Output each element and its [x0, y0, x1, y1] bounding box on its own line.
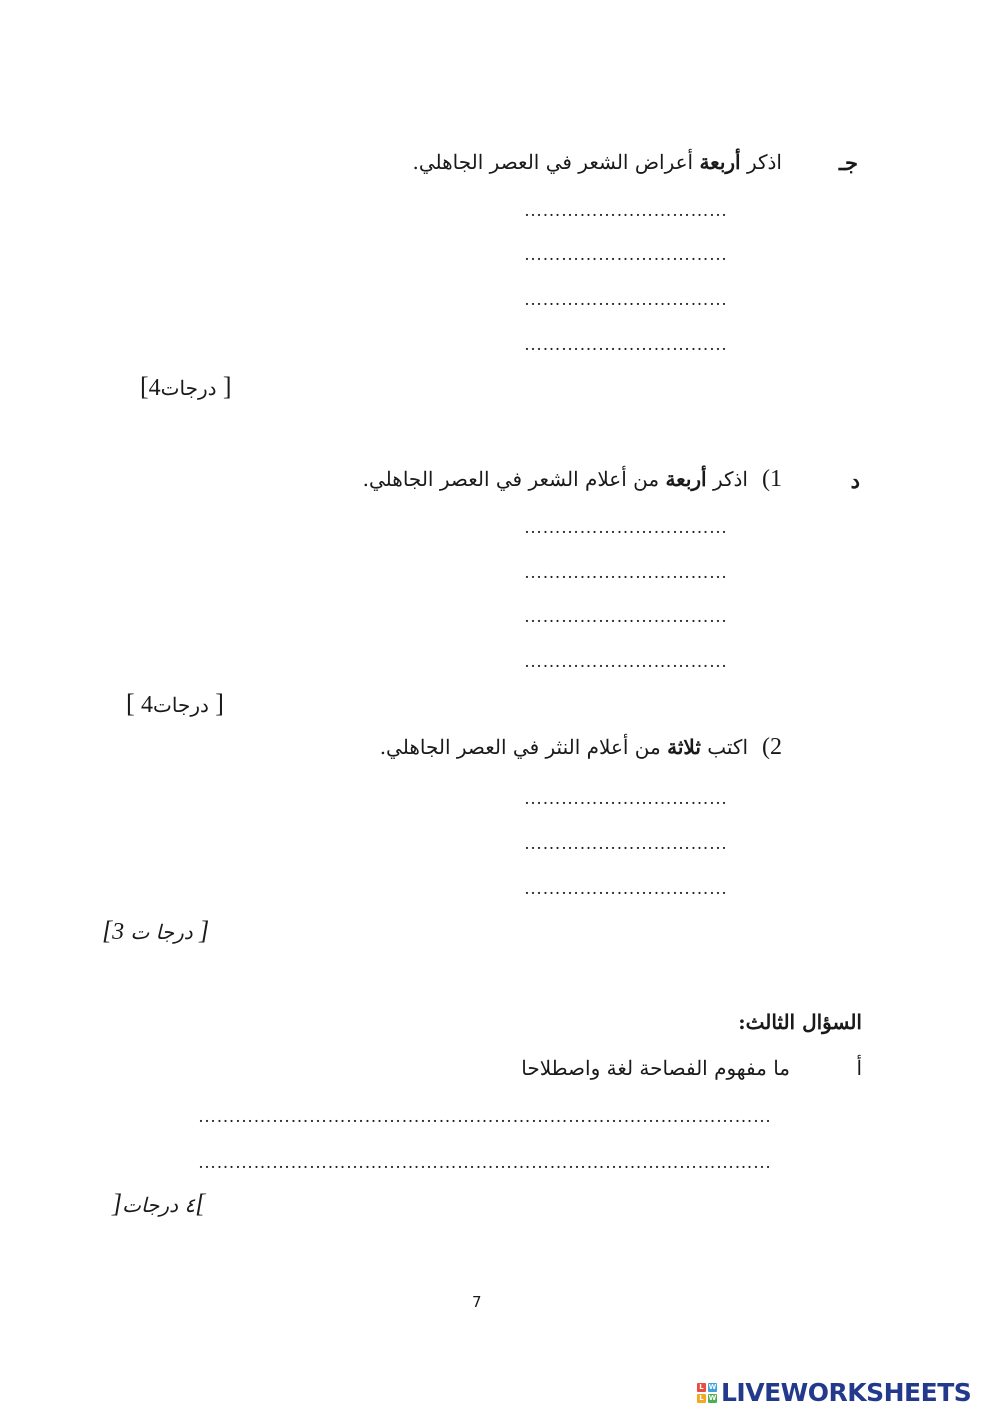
score-c: [ درجات4 ] [140, 372, 232, 401]
answer-line-d1-2[interactable]: …………………………… [524, 562, 728, 582]
score-number: 3 [112, 919, 125, 945]
answer-line-d2-3[interactable]: …………………………… [524, 878, 728, 898]
score-d1: [ درجات4 ] [126, 689, 224, 718]
section-d-question-2 [380, 734, 782, 761]
section-three-a-marker: أ [856, 1056, 862, 1080]
answer-line-c-3[interactable]: …………………………… [524, 289, 728, 309]
score-text: درجات [160, 376, 217, 400]
answer-line-d1-4[interactable]: …………………………… [524, 651, 728, 671]
answer-line-c-1[interactable]: …………………………… [524, 200, 728, 220]
question-text-pre: اذكر [706, 467, 748, 491]
section-d-question-1 [363, 466, 782, 493]
score-text: درجا ت [130, 920, 193, 944]
score-text: ٤ درجات [122, 1193, 196, 1217]
answer-line-d2-2[interactable]: …………………………… [524, 833, 728, 853]
logo-block: L [697, 1383, 706, 1392]
answer-line-c-4[interactable]: …………………………… [524, 334, 728, 354]
question-three-heading: السؤال الثالث: [738, 1010, 862, 1034]
score-number: 4 [148, 375, 161, 401]
page-number: 7 [472, 1293, 482, 1311]
logo-block: W [708, 1383, 717, 1391]
question-text-bold: ثلاثة [667, 735, 701, 759]
question-text-post: أعراض الشعر في العصر الجاهلي. [412, 150, 700, 174]
question-text-bold: أربعة [699, 150, 741, 174]
question-text-pre: اكتب [700, 735, 748, 759]
answer-line-d2-1[interactable]: …………………………… [524, 788, 728, 808]
score-text: درجات [153, 693, 209, 717]
question-text-bold: أربعة [665, 467, 707, 491]
answer-line-d1-3[interactable]: …………………………… [524, 606, 728, 626]
score-3a: ]٤ درجات[ [112, 1189, 206, 1218]
logo-text: LIVEWORKSHEETS [721, 1378, 972, 1407]
score-d2: [ درجا ت 3 ] [102, 916, 210, 945]
question-text-post: من أعلام النثر في العصر الجاهلي. [379, 735, 668, 759]
section-three-a-question: ما مفهوم الفصاحة لغة واصطلاحا [521, 1056, 790, 1080]
answer-line-3a-2[interactable]: ………………………………………………………………………………… [198, 1152, 772, 1172]
logo-blocks-icon [697, 1383, 717, 1403]
section-c-marker: جـ [838, 150, 858, 175]
answer-line-c-2[interactable]: …………………………… [524, 244, 728, 264]
liveworksheets-logo[interactable] [697, 1378, 971, 1407]
question-text-pre: اذكر [740, 150, 782, 174]
score-number: 4 [141, 692, 154, 718]
answer-line-3a-1[interactable]: ………………………………………………………………………………… [198, 1106, 772, 1126]
logo-block: L [697, 1394, 706, 1403]
question-number: 2) [762, 734, 782, 760]
question-number: 1) [762, 466, 782, 492]
question-text-post: من أعلام الشعر في العصر الجاهلي. [362, 467, 666, 491]
answer-line-d1-1[interactable]: …………………………… [524, 517, 728, 537]
section-c-question [412, 150, 782, 174]
logo-block: W [708, 1394, 717, 1402]
section-d-marker: د [850, 468, 860, 493]
